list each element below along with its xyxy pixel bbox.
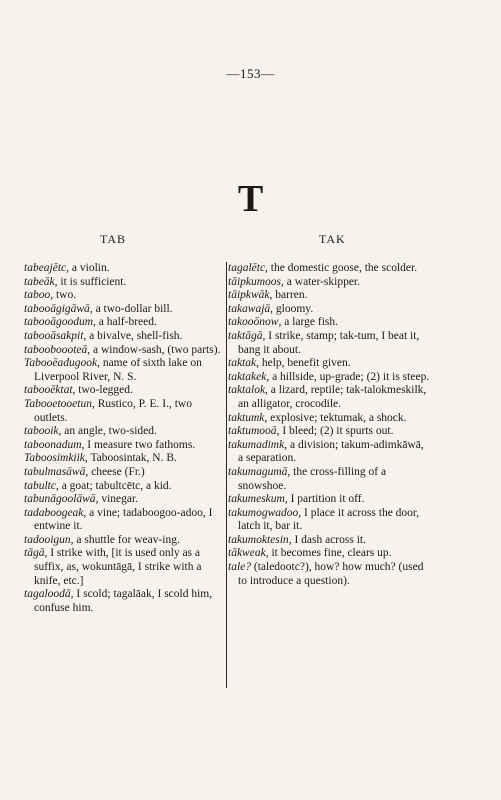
entry-definition: , I dash across it. (288, 533, 366, 546)
dictionary-entry (228, 262, 431, 276)
entry-headword: tagaloodā (24, 588, 71, 601)
entry-headword: taktak (228, 357, 257, 370)
entry-definition: , vinegar. (95, 493, 139, 506)
entry-headword: taktalok (228, 384, 266, 397)
entry-definition: , a large fish. (278, 316, 338, 329)
entry-headword: taboonadum (24, 438, 82, 451)
dictionary-entry (24, 439, 225, 453)
dictionary-entry (228, 493, 431, 507)
entry-definition: , I place it across the door, latch it, bar it. (238, 506, 420, 533)
dictionary-entry (24, 480, 225, 494)
dictionary-entry (24, 452, 225, 466)
dictionary-entry (228, 534, 431, 548)
entry-headword: taktāgā (228, 329, 263, 342)
dictionary-entry (24, 262, 225, 276)
entry-headword: tabultc (24, 479, 56, 492)
entry-headword: taktumooā (228, 425, 277, 438)
entry-headword: tale? (228, 561, 251, 574)
entry-definition: , the domestic goose, the scolder. (265, 262, 418, 274)
entry-headword: tadaboogeak (24, 506, 84, 519)
entry-definition: , help, benefit given. (256, 357, 351, 370)
dictionary-entry (228, 425, 431, 439)
entry-headword: tabooāgoodum (24, 316, 93, 329)
entry-definition: , a lizard, reptile; tak-talokmeskilk, an alligator, crocodile. (238, 384, 427, 410)
entry-headword: tabooik (24, 425, 59, 438)
entry-headword: takumagumā (228, 465, 288, 478)
entry-headword: taboo (24, 289, 51, 302)
entry-definition: , Taboosintak, N. B. (84, 452, 177, 465)
entry-definition: , two-legged. (72, 384, 133, 397)
entry-definition: , two. (50, 289, 77, 302)
dictionary-entry (24, 588, 225, 615)
dictionary-entry (24, 466, 225, 480)
section-letter: T (237, 178, 264, 220)
entry-definition: , the cross-filling of a snowshoe. (238, 465, 387, 492)
entry-headword: tabunāgoolāwā (24, 493, 96, 506)
entry-headword: tāipkwāk (228, 289, 270, 302)
entry-headword: tabooboooteā (24, 343, 88, 356)
dictionary-entry (24, 493, 225, 507)
dictionary-entry (24, 384, 225, 398)
dictionary-entry (228, 330, 431, 357)
dictionary-entry (228, 507, 431, 534)
entry-headword: taktakek (228, 370, 267, 383)
left-column (24, 262, 225, 615)
entry-definition: , I strike, stamp; tak-tum, I beat it, bang it about. (238, 329, 420, 356)
entry-definition: , Rustico, P. E. I., two outlets. (34, 397, 192, 424)
entry-definition: , a division; takum-adimkāwā, a separation. (238, 438, 424, 465)
entry-headword: takawajā (228, 302, 271, 315)
entry-definition: , I scold; tagalāak, I scold him, confuse him. (34, 588, 213, 614)
entry-definition: , I bleed; (2) it spurts out. (276, 425, 394, 438)
dictionary-entry (228, 371, 431, 385)
dictionary-entry (24, 344, 225, 358)
entry-definition: , a violin. (66, 262, 110, 274)
entry-definition: , a two-dollar bill. (89, 302, 173, 315)
dictionary-entry (228, 289, 431, 303)
entry-definition: , a vine; tadaboogoo-adoo, I entwine it. (34, 506, 213, 533)
entry-definition: , name of sixth lake on Liverpool River, N. S. (34, 357, 202, 383)
guide-word-left: TAB (100, 232, 127, 246)
dictionary-entry (228, 276, 431, 290)
entry-definition: , I measure two fathoms. (81, 438, 196, 451)
entry-definition: , a half-breed. (93, 316, 157, 329)
entry-definition: , a window-sash, (two parts). (87, 343, 221, 356)
entry-headword: takumeskum (228, 493, 285, 506)
entry-headword: Tabooēadugook (24, 357, 98, 370)
column-divider (226, 262, 227, 688)
entry-columns (24, 262, 479, 742)
dictionary-entry (228, 439, 431, 466)
entry-definition: , cheese (Fr.) (85, 465, 145, 478)
dictionary-entry (24, 276, 225, 290)
dictionary-entry (228, 547, 431, 561)
entry-definition: , barren. (269, 289, 308, 302)
entry-headword: tāipkumoos (228, 275, 282, 288)
dictionary-entry (228, 303, 431, 317)
entry-definition: (taledootc?), how? how much? (used to introduce a question). (238, 561, 424, 587)
entry-headword: takooōnow (228, 316, 279, 329)
dictionary-entry (24, 316, 225, 330)
entry-definition: , it becomes fine, clears up. (265, 547, 392, 560)
entry-headword: tabeāk (24, 275, 55, 288)
entry-definition: , I partition it off. (284, 493, 365, 506)
entry-headword: tagalētc (228, 262, 266, 274)
dictionary-entry (24, 534, 225, 548)
dictionary-entry (24, 357, 225, 384)
entry-definition: , an angle, two-sided. (58, 425, 157, 438)
entry-definition: , I strike with, [it is used only as a suffix, as, wokuntāgā, I strike with a knife, etc.] (34, 547, 202, 587)
entry-headword: tabooāgigāwā (24, 302, 90, 315)
dictionary-entry (24, 303, 225, 317)
entry-definition: , a hillside, up-grade; (2) it is steep. (266, 370, 430, 383)
dictionary-entry (24, 547, 225, 588)
entry-definition: , it is sufficient. (54, 275, 127, 288)
entry-headword: tadooigun (24, 533, 71, 546)
dictionary-entry (24, 398, 225, 425)
entry-headword: Taboosimkiik (24, 452, 85, 465)
right-column (228, 262, 431, 588)
dictionary-entry (24, 507, 225, 534)
dictionary-entry (24, 425, 225, 439)
entry-definition: , gloomy. (270, 302, 314, 315)
entry-headword: tāgā (24, 547, 45, 560)
entry-headword: takumadimk (228, 438, 285, 451)
dictionary-entry (24, 289, 225, 303)
guide-word-right: TAK (319, 232, 346, 246)
entry-headword: taktumk (228, 411, 265, 424)
entry-definition: , explosive; tektumak, a shock. (264, 411, 407, 424)
entry-headword: takumogwadoo (228, 506, 299, 519)
entry-definition: , a water-skipper. (281, 275, 360, 288)
dictionary-entry (24, 330, 225, 344)
entry-headword: tabooēktat (24, 384, 73, 397)
dictionary-entry (228, 384, 431, 411)
dictionary-entry (228, 357, 431, 371)
entry-headword: takumoktesin (228, 533, 289, 546)
dictionary-entry (228, 466, 431, 493)
entry-headword: Tabooetooetun (24, 397, 92, 410)
dictionary-entry (228, 412, 431, 426)
entry-headword: tabeajētc (24, 262, 67, 274)
entry-headword: tabooāsakpit (24, 329, 84, 342)
entry-headword: tākweak (228, 547, 266, 560)
dictionary-entry (228, 561, 431, 588)
dictionary-entry (228, 316, 431, 330)
page-number: —153— (226, 66, 275, 81)
entry-definition: , a shuttle for weav-ing. (70, 533, 180, 546)
entry-definition: , a goat; tabultcētc, a kid. (55, 479, 172, 492)
entry-headword: tabulmasāwā (24, 465, 86, 478)
entry-definition: , a bivalve, shell-fish. (83, 329, 183, 342)
